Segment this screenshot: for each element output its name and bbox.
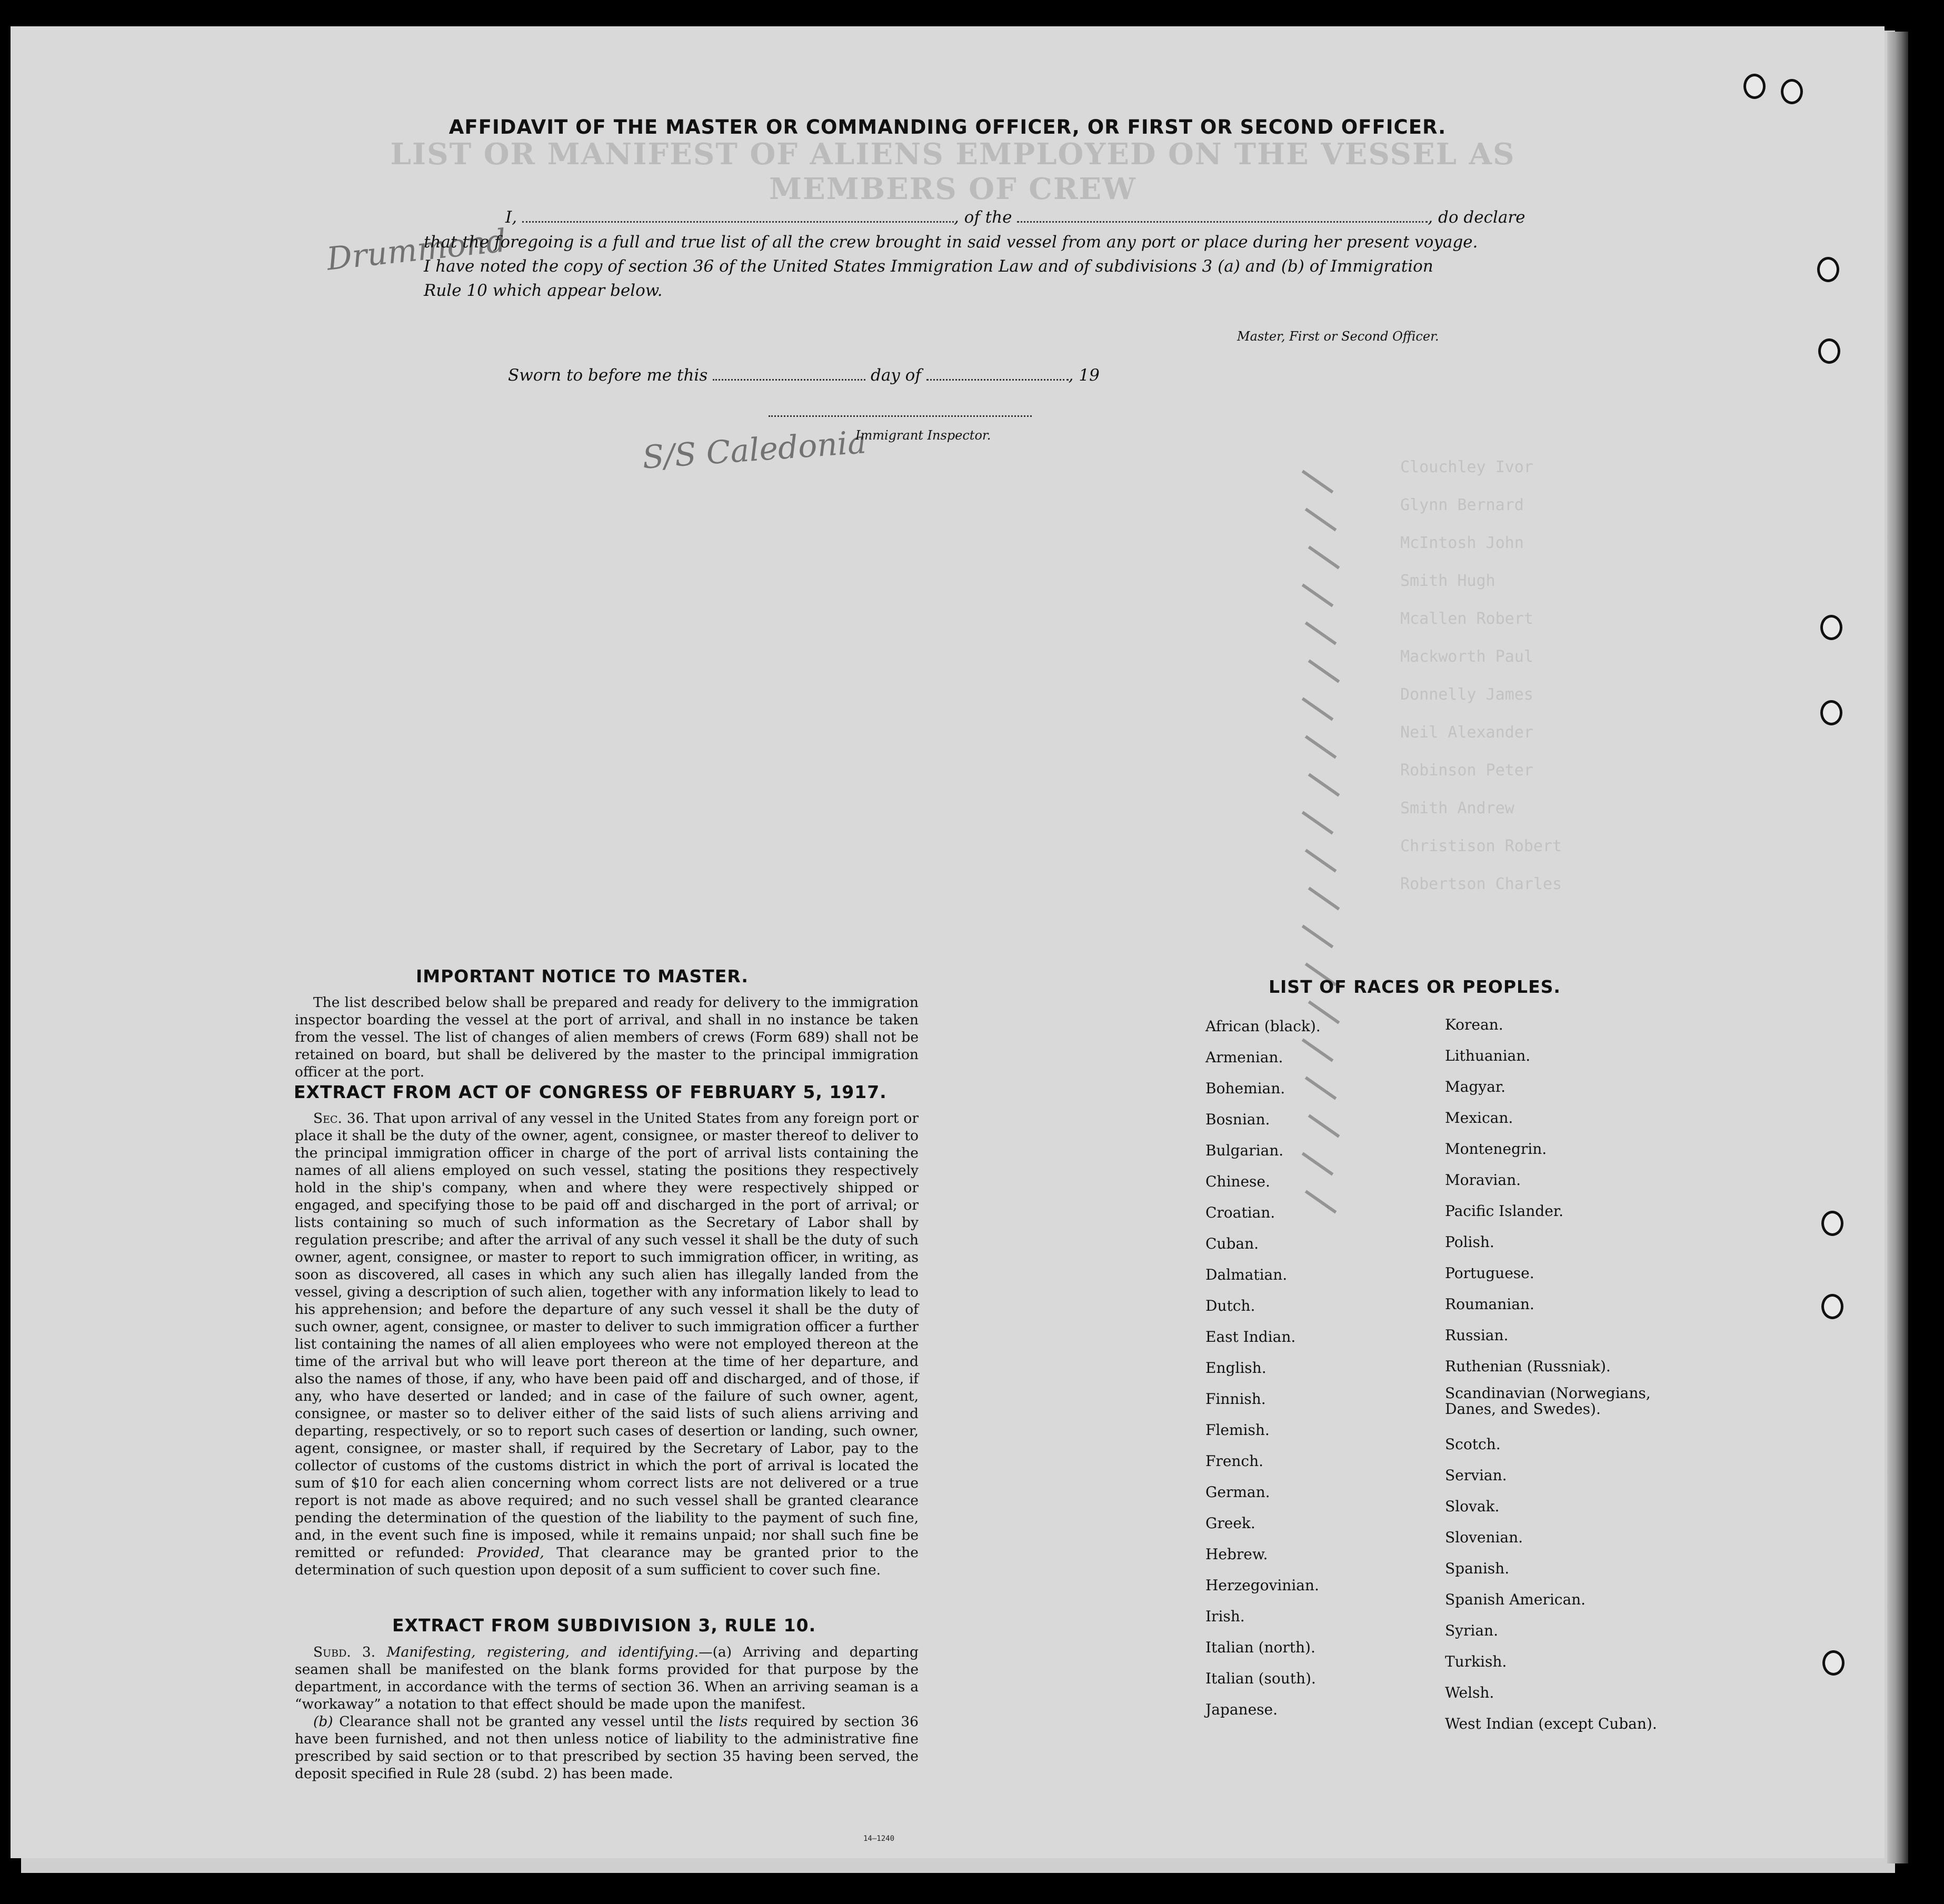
rule-title: EXTRACT FROM SUBDIVISION 3, RULE 10. (392, 1615, 816, 1636)
race-item: Russian. (1445, 1327, 1509, 1344)
race-item: Chinese. (1205, 1173, 1270, 1190)
affidavit-i: I, (505, 208, 517, 227)
inspector-signature-blank[interactable] (769, 403, 1032, 417)
provided-label: Provided, (476, 1544, 544, 1561)
subd-b-lists: lists (719, 1713, 748, 1730)
pen-stroke (1308, 545, 1340, 569)
name-blank[interactable] (522, 208, 954, 223)
section-label: Sec. 36. (313, 1110, 370, 1127)
ghost-crew-row: Robinson Peter (1400, 761, 1533, 780)
binding-hole (1781, 79, 1803, 104)
race-item: German. (1205, 1483, 1270, 1501)
ghost-crew-row: Christison Robert (1400, 837, 1562, 855)
ghost-crew-row: Smith Hugh (1400, 572, 1496, 590)
inspector-signature-label: Immigrant Inspector. (855, 428, 991, 443)
affidavit-line-2: that the foregoing is a full and true list of all the crew brought in said vessel from any port or place during her present voyage. (424, 233, 1478, 252)
pen-stroke (1302, 583, 1334, 607)
pen-stroke (1302, 470, 1334, 493)
affidavit-declare: , do declare (1428, 208, 1526, 227)
year-label: , 19 (1068, 366, 1100, 385)
race-item: Turkish. (1445, 1653, 1507, 1670)
race-item: Spanish American. (1445, 1591, 1586, 1608)
notice-title: IMPORTANT NOTICE TO MASTER. (416, 966, 749, 986)
master-signature-label: Master, First or Second Officer. (1237, 329, 1439, 344)
ghost-crew-row: Robertson Charles (1400, 875, 1562, 893)
rank-blank[interactable] (1017, 208, 1428, 223)
race-item: Moravian. (1445, 1171, 1521, 1189)
pen-stroke (1308, 659, 1340, 683)
subd-b-text-2: required by section 36 have been furnished, and not then unless notice of liability to the administrative fine prescribed by said section or to that prescribed by section 35 having been served, the deposit specified in Rule 28 (subd. 2) has been made. (295, 1713, 919, 1782)
section-36-text: That upon arrival of any vessel in the United States from any foreign port or place it shall be the duty of the owner, agent, consignee, or master thereof to deliver to the principal immigration officer in charge of the port of arrival lists containing the names of all aliens employed on such vessel, stating the positions they respectively hold in the ship's company, when and where they were respectively shipped or engaged, and specifying those to be paid off and discharged in the port of arrival; or lists containing so much of such information as the Secretary of Labor shall by regulation prescribe; and after the arrival of any such vessel it shall be the duty of such owner, agent, consignee, or master to report to such immigration officer, in writing, as soon as discovered, all cases in which any such alien has illegally landed from the vessel, giving a description of such alien, together with any information likely to lead to his apprehension; and before the departure of any such vessel it shall be the duty of such owner, agent, consignee, or master to deliver to such immigration officer a further list containing the names of all alien employees who were not employed thereon at the time of the arrival but who will leave port thereon at the time of her departure, and also the names of those, if any, who have been paid off and discharged, and of those, if any, who have deserted or landed; and in case of the failure of such owner, agent, consignee, or master so to deliver either of the said lists of such aliens arriving and departing, respectively, or so to report such cases of desertion or landing, such owner, agent, consignee, or master shall, if required by the Secretary of Labor, pay to the collector of customs of the customs district in which the port of arrival is located the sum of $10 for each alien concerning whom correct lists are not delivered or a true report is not made as above required; and no such vessel shall be granted clearance pending the determination of the question of the liability to the payment of such fine, and, in the event such fine is imposed, while it remains unpaid; nor shall such fine be remitted or refunded: (295, 1110, 919, 1561)
subd-b-label: (b) (313, 1713, 333, 1730)
stacked-page-edges (1887, 32, 1908, 1863)
race-item: East Indian. (1205, 1328, 1296, 1345)
race-item: Slovenian. (1445, 1529, 1523, 1546)
race-item: Bulgarian. (1205, 1142, 1284, 1159)
binding-hole (1822, 1650, 1845, 1676)
races-right-column (1445, 1009, 1666, 1739)
pen-stroke (1308, 773, 1340, 796)
race-item: Slovak. (1445, 1498, 1500, 1515)
pen-stroke (1305, 735, 1337, 759)
pen-stroke (1302, 924, 1334, 948)
race-item: West Indian (except Cuban). (1445, 1715, 1657, 1732)
race-item: African (black). (1205, 1018, 1321, 1035)
pen-stroke (1308, 886, 1340, 910)
ghost-crew-row: McIntosh John (1400, 534, 1524, 552)
race-item: Pacific Islander. (1445, 1202, 1563, 1220)
races-title: LIST OF RACES OR PEOPLES. (1269, 976, 1561, 997)
notice-text (295, 994, 919, 1081)
race-item: Mexican. (1445, 1109, 1513, 1127)
pen-stroke (1305, 849, 1337, 872)
affidavit-line-4: Rule 10 which appear below. (424, 281, 663, 300)
rule-text: Subd. 3. Manifesting, registering, and identifying.—(a) Arriving and departing seamen shall be manifested on the blank forms provided for that purpose by the department, in accordance with the terms of section 36. When an arriving seaman is a “workaway” a notation to that effect should be made upon the manifest. (b) Clearance shall not be granted any vessel until the lists required by section 36 have been furnished, and not then unless notice of liability to the administrative fine prescribed by said section or to that prescribed by section 35 having been served, the deposit specified in Rule 28 (subd. 2) has been made. (295, 1644, 919, 1782)
ghost-manifest-title: LIST OR MANIFEST OF ALIENS EMPLOYED ON THE VESSEL AS MEMBERS OF CREW (390, 137, 1516, 206)
day-of-label: day of (870, 366, 921, 385)
race-item: Magyar. (1445, 1078, 1506, 1095)
ghost-crew-row: Smith Andrew (1400, 799, 1514, 818)
race-item: Portuguese. (1445, 1264, 1534, 1282)
ghost-crew-row: Clouchley Ivor (1400, 458, 1533, 476)
affidavit-declaration-line (505, 208, 1525, 227)
sworn-month-blank[interactable] (926, 366, 1069, 381)
sworn-day-blank[interactable] (713, 366, 865, 381)
handwritten-vessel-name: S/S Caledonia (641, 424, 868, 476)
races-left-column (1205, 1011, 1321, 1725)
pen-stroke (1302, 811, 1334, 834)
binding-hole (1818, 338, 1840, 364)
binding-hole (1820, 700, 1842, 725)
affidavit-line-3: I have noted the copy of section 36 of the United States Immigration Law and of subdivisions 3 (a) and (b) of Immigration (424, 257, 1433, 276)
subd-a-text: Arriving and departing seamen shall be manifested on the blank forms provided for that purpose by the department, in accordance with the terms of section 36. When an arriving seaman is a “workaway” a notation to that effect should be made upon the manifest. (295, 1644, 919, 1712)
race-item: Cuban. (1205, 1235, 1259, 1252)
race-item: Scotch. (1445, 1436, 1501, 1453)
binding-hole (1820, 615, 1842, 640)
ghost-crew-row: Glynn Bernard (1400, 496, 1524, 514)
race-item-text: Scandinavian (Norwegians, Danes, and Swedes). (1445, 1384, 1651, 1418)
ghost-crew-row: Mcallen Robert (1400, 610, 1533, 628)
race-item: Bohemian. (1205, 1080, 1285, 1097)
race-item: Dutch. (1205, 1297, 1255, 1314)
race-item: Herzegovinian. (1205, 1577, 1319, 1594)
race-item: Italian (south). (1205, 1670, 1316, 1687)
subd-label: Subd. 3. (313, 1644, 376, 1660)
handwritten-scribble: Drummond (325, 222, 509, 278)
race-item: English. (1205, 1359, 1267, 1377)
race-item: Welsh. (1445, 1684, 1494, 1701)
act-text (295, 1110, 919, 1579)
race-item: Croatian. (1205, 1204, 1275, 1221)
ghost-crew-row: Neil Alexander (1400, 723, 1533, 742)
ghost-crew-row: Donnelly James (1400, 685, 1533, 704)
subd-a-label: (a) (712, 1644, 732, 1660)
race-item: Irish. (1205, 1608, 1245, 1625)
subd-heading: Manifesting, registering, and identifying. (386, 1644, 699, 1660)
affidavit-title: AFFIDAVIT OF THE MASTER OR COMMANDING OFFICER, OR FIRST OR SECOND OFFICER. (448, 116, 1447, 138)
pen-stroke (1305, 507, 1337, 531)
manifest-sheet (11, 26, 1885, 1858)
binding-hole (1821, 1294, 1843, 1319)
section-36-text-end: That clearance may be granted prior to the determination of such question upon deposit of a sum sufficient to cover such fine. (295, 1544, 919, 1578)
binding-hole (1743, 74, 1766, 99)
affidavit-of-the: , of the (953, 208, 1012, 227)
race-item (1445, 1382, 1666, 1429)
race-item: Montenegrin. (1445, 1140, 1547, 1158)
race-item: Finnish. (1205, 1390, 1266, 1408)
race-item: Greek. (1205, 1514, 1255, 1532)
race-item: Polish. (1445, 1233, 1494, 1251)
notice-paragraph: The list described below shall be prepared and ready for delivery to the immigration inspector boarding the vessel at the port of arrival, and shall in no instance be taken from the vessel. The list of changes of alien members of crews (Form 689) shall not be retained on board, but shall be delivered by the master to the principal immigration officer at the port. (295, 994, 919, 1080)
race-item: Servian. (1445, 1467, 1507, 1484)
form-number: 14—1240 (863, 1835, 895, 1843)
ghost-crew-row: Mackworth Paul (1400, 647, 1533, 666)
sworn-line (508, 366, 1100, 385)
binding-hole (1817, 257, 1839, 282)
race-item: Spanish. (1445, 1560, 1510, 1577)
race-item: Lithuanian. (1445, 1047, 1531, 1064)
race-item: Bosnian. (1205, 1111, 1270, 1128)
race-item: Dalmatian. (1205, 1266, 1288, 1283)
race-item: Ruthenian (Russniak). (1445, 1358, 1611, 1375)
race-item: Italian (north). (1205, 1639, 1315, 1656)
race-item: Hebrew. (1205, 1546, 1268, 1563)
sworn-label: Sworn to before me this (508, 366, 708, 385)
race-item: French. (1205, 1452, 1264, 1470)
race-item: Armenian. (1205, 1049, 1283, 1066)
binding-hole (1821, 1211, 1843, 1236)
race-item: Japanese. (1205, 1701, 1278, 1718)
race-item: Syrian. (1445, 1622, 1498, 1639)
pen-stroke (1302, 697, 1334, 721)
race-item: Roumanian. (1445, 1295, 1534, 1313)
pen-stroke (1305, 621, 1337, 645)
race-item: Korean. (1445, 1016, 1503, 1033)
subd-b-text-1: Clearance shall not be granted any vessel until the (339, 1713, 713, 1730)
act-title: EXTRACT FROM ACT OF CONGRESS OF FEBRUARY 5, 1917. (294, 1082, 887, 1102)
race-item: Flemish. (1205, 1421, 1270, 1439)
